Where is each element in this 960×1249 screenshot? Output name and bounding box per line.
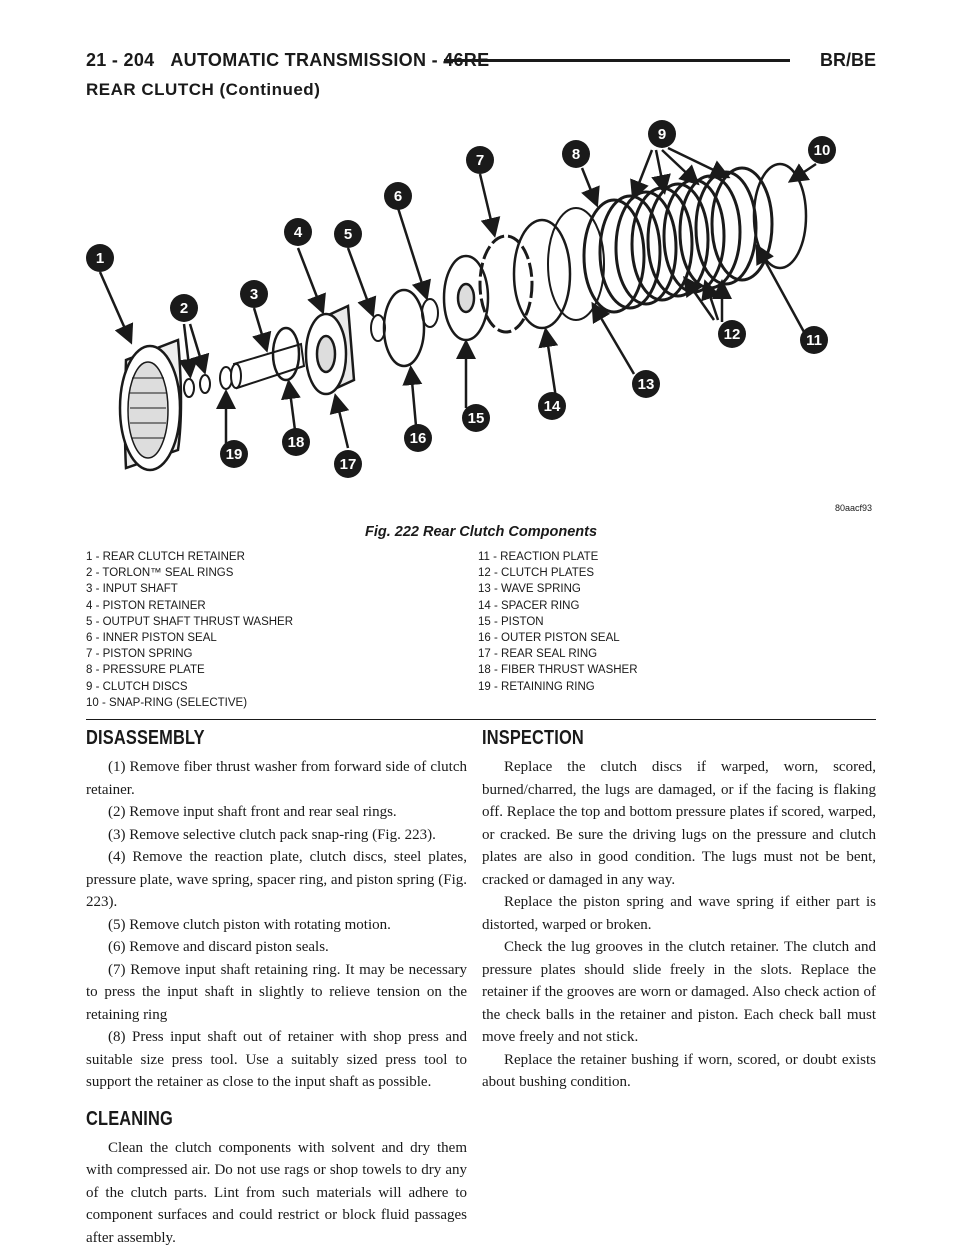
callout-2: 2 <box>180 300 188 317</box>
header-rule <box>444 59 790 62</box>
callout-3: 3 <box>250 286 258 303</box>
callout-17: 17 <box>340 456 357 473</box>
legend-item: 10 - SNAP-RING (SELECTIVE) <box>86 695 293 711</box>
header-model: BR/BE <box>820 50 876 71</box>
inspection-paragraph: Check the lug grooves in the clutch retainer. The clutch and pressure plates should slide freely in the slots. Replace the retainer if the grooves are worn or damaged. Also check action of the check balls in the retainer and piston. Each check ball must move freely and not stick. <box>482 936 876 1049</box>
callout-13: 13 <box>638 376 655 393</box>
callout-12: 12 <box>724 326 741 343</box>
disassembly-heading: DISASSEMBLY <box>86 727 398 750</box>
figure-id: 80aacf93 <box>835 503 872 513</box>
legend-item: 2 - TORLON™ SEAL RINGS <box>86 565 293 581</box>
legend-left-column <box>86 549 293 711</box>
right-text-column <box>482 727 876 1094</box>
callout-4: 4 <box>294 224 303 241</box>
section-title: REAR CLUTCH (Continued) <box>86 80 320 100</box>
callout-14: 14 <box>544 398 561 415</box>
figure-legend <box>86 549 876 720</box>
disassembly-step: (4) Remove the reaction plate, clutch discs, steel plates, pressure plate, wave spring, spacer ring, and piston spring (Fig. 223). <box>86 846 467 914</box>
inspection-paragraph: Replace the retainer bushing if worn, scored, or doubt exists about bushing condition. <box>482 1049 876 1094</box>
legend-item: 16 - OUTER PISTON SEAL <box>478 630 638 646</box>
legend-item: 9 - CLUTCH DISCS <box>86 679 293 695</box>
inspection-heading: INSPECTION <box>482 727 805 750</box>
disassembly-step: (8) Press input shaft out of retainer with shop press and suitable size press tool. Use a suitably sized press tool to support the retainer as close to the input shaft as possible. <box>86 1026 467 1094</box>
callout-6: 6 <box>394 188 402 205</box>
callout-9: 9 <box>658 126 666 143</box>
callout-10: 10 <box>814 142 831 159</box>
legend-item: 3 - INPUT SHAFT <box>86 581 293 597</box>
callout-16: 16 <box>410 430 427 447</box>
legend-item: 7 - PISTON SPRING <box>86 646 293 662</box>
callout-19: 19 <box>226 446 243 463</box>
cleaning-text: Clean the clutch components with solvent and dry them with compressed air. Do not use rags or shop towels to dry any of the clutch parts. Lint from such materials will adhere to component surfaces and could restrict or block fluid passages after assembly. <box>86 1137 467 1249</box>
legend-item: 1 - REAR CLUTCH RETAINER <box>86 549 293 565</box>
inspection-paragraph: Replace the piston spring and wave spring if either part is distorted, warped or broken. <box>482 891 876 936</box>
page-header <box>86 50 876 72</box>
disassembly-step: (5) Remove clutch piston with rotating motion. <box>86 914 467 937</box>
callout-7: 7 <box>476 152 484 169</box>
disassembly-step: (2) Remove input shaft front and rear seal rings. <box>86 801 467 824</box>
legend-item: 17 - REAR SEAL RING <box>478 646 638 662</box>
legend-item: 4 - PISTON RETAINER <box>86 598 293 614</box>
callout-1: 1 <box>96 250 104 267</box>
legend-item: 14 - SPACER RING <box>478 598 638 614</box>
callout-15: 15 <box>468 410 485 427</box>
left-text-column <box>86 727 467 1249</box>
page-ref-title: 21 - 204 AUTOMATIC TRANSMISSION - 46RE <box>86 50 489 71</box>
legend-item: 12 - CLUTCH PLATES <box>478 565 638 581</box>
legend-right-column <box>478 549 638 695</box>
legend-item: 15 - PISTON <box>478 614 638 630</box>
callout-11: 11 <box>806 332 822 349</box>
legend-item: 8 - PRESSURE PLATE <box>86 662 293 678</box>
disassembly-step: (6) Remove and discard piston seals. <box>86 936 467 959</box>
disassembly-step: (3) Remove selective clutch pack snap-ring (Fig. 223). <box>86 824 467 847</box>
callout-18: 18 <box>288 434 305 451</box>
exploded-view-illustration <box>86 108 876 518</box>
cleaning-heading: CLEANING <box>86 1108 398 1131</box>
disassembly-step: (7) Remove input shaft retaining ring. It may be necessary to press the input shaft in slightly to relieve tension on the retaining ring <box>86 959 467 1027</box>
callout-8: 8 <box>572 146 580 163</box>
inspection-paragraph: Replace the clutch discs if warped, worn, scored, burned/charred, the lugs are damaged, or if the facing is flaking off. Replace the top and bottom pressure plates if scored, warped, or cracked. Be sure the driving lugs on the pressure and clutch plates are also in good condition. The lugs must not be bent, cracked or damaged in any way. <box>482 756 876 891</box>
legend-item: 5 - OUTPUT SHAFT THRUST WASHER <box>86 614 293 630</box>
legend-item: 11 - REACTION PLATE <box>478 549 638 565</box>
disassembly-step: (1) Remove fiber thrust washer from forward side of clutch retainer. <box>86 756 467 801</box>
rear-clutch-retainer-part <box>120 340 181 470</box>
legend-item: 13 - WAVE SPRING <box>478 581 638 597</box>
legend-item: 18 - FIBER THRUST WASHER <box>478 662 638 678</box>
legend-item: 19 - RETAINING RING <box>478 679 638 695</box>
callout-5: 5 <box>344 226 352 243</box>
figure-caption: Fig. 222 Rear Clutch Components <box>86 524 876 540</box>
legend-item: 6 - INNER PISTON SEAL <box>86 630 293 646</box>
